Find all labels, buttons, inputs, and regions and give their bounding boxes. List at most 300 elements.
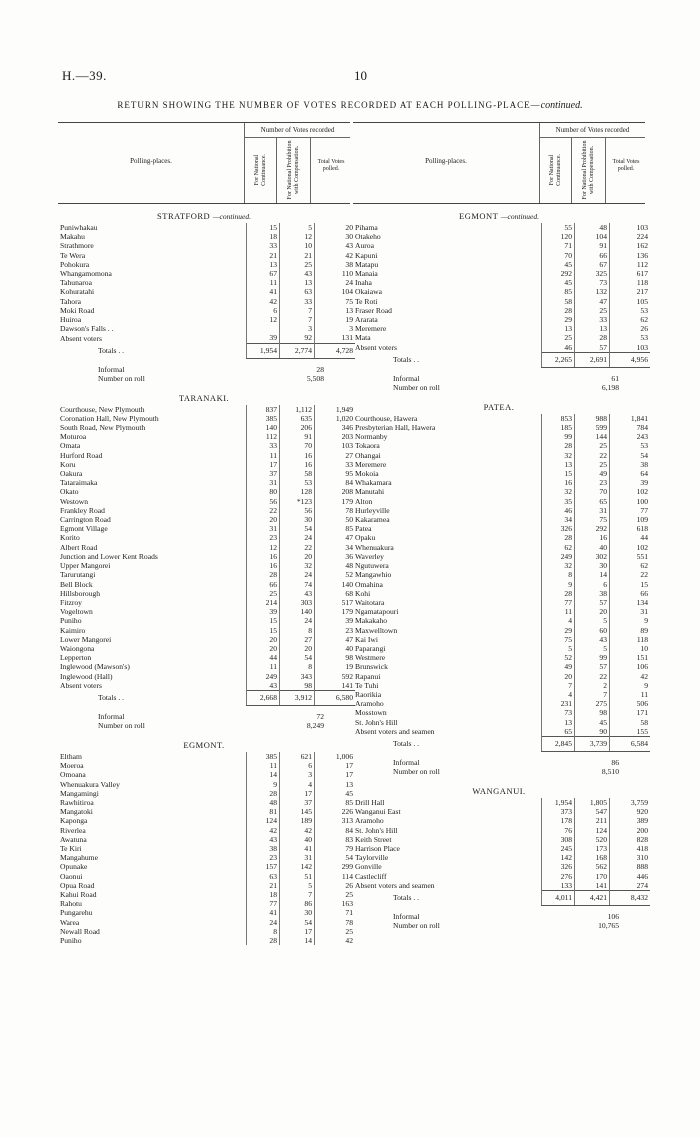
table-row xyxy=(353,616,650,625)
polling-place: Aramoho xyxy=(355,816,384,826)
total-votes: 53 xyxy=(610,306,651,315)
total-votes: 47 xyxy=(315,533,356,542)
table-row xyxy=(353,524,650,533)
total-votes: 42 xyxy=(315,936,356,945)
continuance-votes: 9 xyxy=(247,780,280,789)
total-votes: 1,020 xyxy=(315,414,356,423)
totals-continuance: 4,011 xyxy=(542,890,575,905)
table-row xyxy=(353,533,650,542)
total-votes: 31 xyxy=(610,607,651,616)
prohibition-votes: 40 xyxy=(575,543,610,552)
prohibition-votes: 621 xyxy=(280,752,315,761)
prohibition-votes: 75 xyxy=(575,515,610,524)
prohibition-votes: 33 xyxy=(575,315,610,324)
prohibition-votes: 5 xyxy=(280,223,315,232)
continuance-votes: 70 xyxy=(542,251,575,260)
prohibition-votes: 14 xyxy=(280,936,315,945)
continuance-votes: 178 xyxy=(542,816,575,825)
continuance-votes: 81 xyxy=(247,807,280,816)
prohibition-votes: 43 xyxy=(280,269,315,278)
continuance-votes: 45 xyxy=(542,278,575,287)
polling-place: Absent voters and seamen xyxy=(355,881,435,891)
continuance-votes: 80 xyxy=(247,487,280,496)
prohibition-votes: 67 xyxy=(575,260,610,269)
total-votes: 62 xyxy=(610,561,651,570)
table-row xyxy=(58,278,355,287)
continuance-votes: 18 xyxy=(247,890,280,899)
total-votes: 11 xyxy=(610,690,651,699)
polling-place: Opaku xyxy=(355,533,376,543)
continuance-votes: 5 xyxy=(542,644,575,653)
continuance-votes: 140 xyxy=(247,423,280,432)
continuance-votes: 34 xyxy=(542,515,575,524)
continuance-header: For National Continuance. xyxy=(539,137,572,203)
table-row xyxy=(353,816,650,825)
total-votes: 110 xyxy=(315,269,356,278)
continuance-votes: 20 xyxy=(247,515,280,524)
polling-place: Omata xyxy=(60,441,81,451)
total-votes: 226 xyxy=(315,807,356,816)
total-votes: 83 xyxy=(315,835,356,844)
prohibition-votes: 70 xyxy=(575,487,610,496)
polling-place: Patea xyxy=(355,524,372,534)
total-votes: 66 xyxy=(610,589,651,598)
roll-label: Number on roll xyxy=(393,767,440,777)
table-row xyxy=(353,672,650,681)
roll-label: Number on roll xyxy=(98,374,145,384)
total-votes: 53 xyxy=(610,441,651,450)
continuance-votes: 249 xyxy=(542,552,575,561)
continuance-votes: 18 xyxy=(247,232,280,241)
total-votes: 17 xyxy=(315,761,356,770)
continuance-votes: 28 xyxy=(542,306,575,315)
informal-roll-block xyxy=(353,912,645,932)
informal-value: 61 xyxy=(611,373,619,383)
section-title: PATEA. xyxy=(483,401,515,412)
total-votes: 224 xyxy=(610,232,651,241)
total-votes: 22 xyxy=(610,570,651,579)
total-votes: 47 xyxy=(315,635,356,644)
polling-place: Waitotara xyxy=(355,597,385,607)
prohibition-votes: 16 xyxy=(280,460,315,469)
totals-prohibition: 2,774 xyxy=(280,343,315,358)
table-row xyxy=(58,324,355,333)
prohibition-votes: 48 xyxy=(575,223,610,232)
polling-place: Hillsborough xyxy=(60,588,101,598)
table-row xyxy=(353,441,650,450)
continuance-votes: 85 xyxy=(542,287,575,296)
prohibition-votes: 16 xyxy=(280,451,315,460)
prohibition-votes: 33 xyxy=(280,297,315,306)
total-votes: 118 xyxy=(610,635,651,644)
table-row xyxy=(58,853,355,862)
total-votes: 19 xyxy=(315,662,356,671)
continuance-votes: 16 xyxy=(542,478,575,487)
total-votes: 134 xyxy=(610,598,651,607)
continuance-votes: 15 xyxy=(247,626,280,635)
continuance-votes: 4 xyxy=(542,616,575,625)
total-votes: 506 xyxy=(610,699,651,708)
total-votes: 98 xyxy=(315,653,356,662)
informal-label: Informal xyxy=(393,911,420,921)
continuance-votes: 66 xyxy=(247,580,280,589)
total-votes: 95 xyxy=(315,469,356,478)
table-row xyxy=(353,718,650,727)
table-row xyxy=(353,251,650,260)
continuance-votes: 11 xyxy=(247,761,280,770)
continuance-votes: 48 xyxy=(247,798,280,807)
total-votes: 89 xyxy=(610,626,651,635)
table-row xyxy=(58,552,355,561)
continuance-votes: 22 xyxy=(247,506,280,515)
polling-place: Brunswick xyxy=(355,662,388,672)
prohibition-votes: 65 xyxy=(575,497,610,506)
total-votes: 141 xyxy=(315,681,356,691)
table-row xyxy=(58,506,355,515)
polling-place: Rahotu xyxy=(60,899,82,909)
polling-place: Kai Iwi xyxy=(355,634,378,644)
polling-place: Oaonui xyxy=(60,871,83,881)
polling-place: Inglewood (Mawson's) xyxy=(60,662,130,672)
total-votes: 78 xyxy=(315,918,356,927)
polling-place: Puniho xyxy=(60,936,82,945)
polling-place: Pihama xyxy=(355,223,378,232)
polling-place: Whakamara xyxy=(355,478,392,488)
prohibition-votes: 988 xyxy=(575,414,610,423)
totals-continuance: 2,845 xyxy=(542,736,575,751)
total-votes: 15 xyxy=(610,580,651,589)
total-votes: 346 xyxy=(315,423,356,432)
informal-label: Informal xyxy=(98,711,125,721)
continuance-votes: 157 xyxy=(247,862,280,871)
continuance-votes: 245 xyxy=(542,844,575,853)
table-row xyxy=(58,681,355,691)
polling-place: Kahui Road xyxy=(60,889,97,899)
continuance-votes: 13 xyxy=(247,260,280,269)
polling-place: Waiongona xyxy=(60,643,95,653)
table-row xyxy=(353,561,650,570)
prohibition-votes: 206 xyxy=(280,423,315,432)
totals-prohibition: 3,739 xyxy=(575,736,610,751)
table-row xyxy=(353,862,650,871)
total-votes: 100 xyxy=(610,497,651,506)
totals-prohibition: 2,691 xyxy=(575,352,610,367)
total-votes: 53 xyxy=(610,333,651,342)
table-row xyxy=(58,497,355,506)
total-votes: 109 xyxy=(610,515,651,524)
table-row xyxy=(58,752,355,761)
table-row xyxy=(353,653,650,662)
total-votes: 48 xyxy=(315,561,356,570)
polling-place: Omoana xyxy=(60,770,86,780)
totals-row xyxy=(353,352,650,367)
total-votes: 551 xyxy=(610,552,651,561)
table-row xyxy=(353,487,650,496)
polling-place: Meremere xyxy=(355,324,387,334)
polling-place: Ngamatapouri xyxy=(355,607,399,617)
polling-place: Hurleyville xyxy=(355,505,390,515)
informal-value: 86 xyxy=(611,757,619,767)
prohibition-votes: 13 xyxy=(575,324,610,333)
total-votes: 27 xyxy=(315,451,356,460)
continuance-votes: 65 xyxy=(542,727,575,737)
polling-place: Tokaora xyxy=(355,441,380,451)
continuance-votes: 249 xyxy=(247,672,280,681)
continuance-votes: 11 xyxy=(247,662,280,671)
polling-place: Mata xyxy=(355,333,371,343)
votes-table xyxy=(353,414,650,752)
continuance-votes: 39 xyxy=(247,607,280,616)
informal-value: 72 xyxy=(316,711,324,721)
prohibition-votes: 124 xyxy=(575,826,610,835)
total-header: Total Votes polled. xyxy=(605,137,646,203)
table-row xyxy=(58,816,355,825)
prohibition-votes: 99 xyxy=(575,653,610,662)
prohibition-votes: 3 xyxy=(280,324,315,333)
table-row xyxy=(58,414,355,423)
page-header xyxy=(62,68,642,84)
prohibition-votes: 37 xyxy=(280,798,315,807)
continuance-votes: 20 xyxy=(247,644,280,653)
prohibition-votes: 22 xyxy=(575,451,610,460)
prohibition-votes: 343 xyxy=(280,672,315,681)
polling-place: Fitzroy xyxy=(60,597,82,607)
prohibition-votes: 189 xyxy=(280,816,315,825)
prohibition-votes: 24 xyxy=(280,570,315,579)
table-row xyxy=(58,478,355,487)
prohibition-votes: 547 xyxy=(575,807,610,816)
polling-place: Koru xyxy=(60,459,76,469)
continuance-votes: 32 xyxy=(542,451,575,460)
prohibition-votes: 6 xyxy=(575,580,610,589)
continuance-votes: 17 xyxy=(247,460,280,469)
table-row xyxy=(353,241,650,250)
polling-place: Fraser Road xyxy=(355,305,392,315)
prohibition-votes: 86 xyxy=(280,899,315,908)
prohibition-votes: 90 xyxy=(575,727,610,737)
prohibition-votes: 43 xyxy=(280,589,315,598)
informal-roll-block xyxy=(58,365,350,385)
total-votes: 30 xyxy=(315,232,356,241)
continuance-votes: 21 xyxy=(247,251,280,260)
polling-place: Westown xyxy=(60,496,89,506)
polling-place: Pungarehu xyxy=(60,908,93,918)
total-votes: 517 xyxy=(315,598,356,607)
prohibition-votes: 6 xyxy=(280,761,315,770)
prohibition-votes: 30 xyxy=(575,561,610,570)
table-row xyxy=(353,662,650,671)
polling-place: Egmont Village xyxy=(60,524,108,534)
table-row xyxy=(58,890,355,899)
prohibition-votes: 25 xyxy=(575,306,610,315)
continuance-votes: 77 xyxy=(542,598,575,607)
polling-place: Te Wera xyxy=(60,250,86,260)
continuance-votes: 23 xyxy=(247,533,280,542)
total-votes: 54 xyxy=(610,451,651,460)
polling-place: Ohangai xyxy=(355,450,381,460)
totals-label: Totals . . xyxy=(98,692,125,702)
polling-place: Puniwhakau xyxy=(60,223,98,232)
continuance-votes: 42 xyxy=(247,297,280,306)
continuance-votes: 77 xyxy=(247,899,280,908)
totals-continuance: 2,265 xyxy=(542,352,575,367)
polling-place: Courthouse, Hawera xyxy=(355,413,418,423)
table-row xyxy=(353,343,650,353)
column-header xyxy=(353,122,645,204)
polling-place: Normanby xyxy=(355,432,388,442)
table-row xyxy=(353,607,650,616)
table-row xyxy=(353,626,650,635)
prohibition-votes: 49 xyxy=(575,469,610,478)
continuance-votes: 43 xyxy=(247,835,280,844)
continuance-votes: 31 xyxy=(247,478,280,487)
title-main: RETURN SHOWING THE NUMBER OF VOTES RECORDED AT EACH POLLING-PLACE— xyxy=(117,100,541,110)
polling-place: Paparangi xyxy=(355,643,386,653)
polling-place: Lower Mangorei xyxy=(60,634,112,644)
polling-place: Harrison Place xyxy=(355,843,400,853)
informal-value: 106 xyxy=(607,911,619,921)
polling-place: Kakaramea xyxy=(355,515,390,525)
prohibition-votes: 53 xyxy=(280,478,315,487)
prohibition-votes: 7 xyxy=(575,690,610,699)
total-votes: 39 xyxy=(610,478,651,487)
polling-place: Otakeho xyxy=(355,232,381,242)
roll-label: Number on roll xyxy=(393,383,440,393)
total-votes: 40 xyxy=(315,644,356,653)
continuance-votes: 29 xyxy=(542,626,575,635)
table-row xyxy=(353,287,650,296)
table-row xyxy=(353,414,650,423)
continuance-votes: 11 xyxy=(247,278,280,287)
continuance-votes: 46 xyxy=(542,506,575,515)
table-row xyxy=(353,872,650,881)
polling-place: Bell Block xyxy=(60,579,93,589)
polling-place: Frankley Road xyxy=(60,505,105,515)
prohibition-votes: 43 xyxy=(575,635,610,644)
table-row xyxy=(353,333,650,342)
table-row xyxy=(58,315,355,324)
polling-place: Castlecliff xyxy=(355,871,387,881)
prohibition-votes: 20 xyxy=(280,552,315,561)
prohibition-votes: 5 xyxy=(575,644,610,653)
continuance-votes: 28 xyxy=(247,570,280,579)
total-votes: 243 xyxy=(610,432,651,441)
table-row xyxy=(58,441,355,450)
prohibition-votes: 520 xyxy=(575,835,610,844)
continuance-votes: 31 xyxy=(247,524,280,533)
polling-place: Waverley xyxy=(355,551,384,561)
table-row xyxy=(58,844,355,853)
total-votes: 19 xyxy=(315,315,356,324)
total-votes: 23 xyxy=(315,626,356,635)
total-votes: 84 xyxy=(315,478,356,487)
prohibition-votes: 170 xyxy=(575,872,610,881)
polling-place: Moturoa xyxy=(60,432,87,442)
total-votes: 54 xyxy=(315,853,356,862)
table-row xyxy=(353,469,650,478)
totals-label: Totals . . xyxy=(393,738,420,748)
continuance-votes: 55 xyxy=(542,223,575,232)
table-row xyxy=(353,432,650,441)
prohibition-votes: 25 xyxy=(280,260,315,269)
table-row xyxy=(58,936,355,945)
roll-value: 8,510 xyxy=(601,767,619,777)
prohibition-votes: 60 xyxy=(575,626,610,635)
total-votes: 33 xyxy=(315,460,356,469)
prohibition-votes: 45 xyxy=(575,718,610,727)
continuance-votes: 11 xyxy=(542,607,575,616)
total-votes: 203 xyxy=(315,432,356,441)
total-votes: 71 xyxy=(315,908,356,917)
polling-place: Huiroa xyxy=(60,315,82,325)
informal-label: Informal xyxy=(98,364,125,374)
total-votes: 102 xyxy=(610,487,651,496)
continuance-votes: 4 xyxy=(542,690,575,699)
continuance-votes: 326 xyxy=(542,524,575,533)
polling-place: Albert Road xyxy=(60,542,98,552)
continuance-votes: 52 xyxy=(542,653,575,662)
total-header: Total Votes polled. xyxy=(310,137,351,203)
total-votes: 13 xyxy=(315,306,356,315)
polling-place: Awatuna xyxy=(60,834,87,844)
table-row xyxy=(58,872,355,881)
total-votes: 17 xyxy=(315,770,356,779)
continuance-votes: 12 xyxy=(247,543,280,552)
prohibition-votes: 211 xyxy=(575,816,610,825)
polling-place: St. John's Hill xyxy=(355,825,398,835)
prohibition-votes: 25 xyxy=(575,460,610,469)
table-row xyxy=(353,460,650,469)
prohibition-votes: 27 xyxy=(280,635,315,644)
polling-place: Kapuni xyxy=(355,250,378,260)
polling-place: Wanganui East xyxy=(355,807,401,817)
table-row xyxy=(58,589,355,598)
totals-label: Totals . . xyxy=(393,892,420,902)
prohibition-votes: 141 xyxy=(575,881,610,891)
continuance-votes: 1,954 xyxy=(542,798,575,807)
table-row xyxy=(353,297,650,306)
polling-place: Tahora xyxy=(60,296,81,306)
continuance-votes: 28 xyxy=(542,589,575,598)
table-row xyxy=(58,770,355,779)
prohibition-votes: 38 xyxy=(575,589,610,598)
total-votes: 25 xyxy=(315,890,356,899)
prohibition-votes: 142 xyxy=(280,862,315,871)
section-title: STRATFORD —continued. xyxy=(157,211,251,221)
polling-place: Opua Road xyxy=(60,880,95,890)
total-votes: 208 xyxy=(315,487,356,496)
continuance-votes: 99 xyxy=(542,432,575,441)
polling-place: Auroa xyxy=(355,241,374,251)
table-row xyxy=(58,807,355,816)
total-votes: 3,759 xyxy=(610,798,651,807)
prohibition-votes: 168 xyxy=(575,853,610,862)
total-votes: 84 xyxy=(315,826,356,835)
document-reference: H.—39. xyxy=(62,68,107,83)
continuance-votes: 21 xyxy=(247,881,280,890)
continuance-votes: 41 xyxy=(247,908,280,917)
continuance-votes: 133 xyxy=(542,881,575,891)
polling-place: Ngutuwera xyxy=(355,561,389,571)
continuance-votes: 37 xyxy=(247,469,280,478)
table-row xyxy=(58,432,355,441)
continuance-votes: 25 xyxy=(247,589,280,598)
page-number: 10 xyxy=(354,68,367,83)
polling-place: Whenuakura Valley xyxy=(60,779,120,789)
prohibition-votes: 91 xyxy=(280,432,315,441)
polling-place: Raorikia xyxy=(355,689,382,699)
total-votes: 105 xyxy=(610,297,651,306)
